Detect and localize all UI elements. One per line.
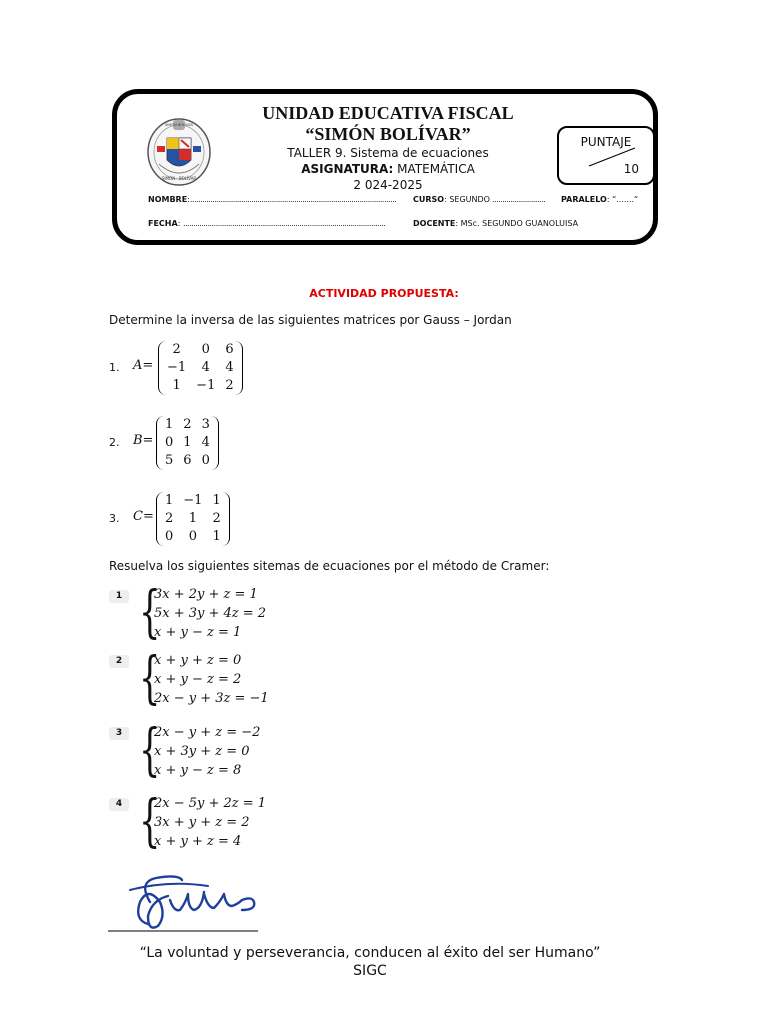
system-equation: 5x + 3y + 4z = 2 xyxy=(154,606,267,621)
system-brace: { xyxy=(139,646,161,711)
system-equation: 2x − y + z = −2 xyxy=(154,725,261,740)
matrix-cell: 0 xyxy=(165,435,174,450)
paralelo-value: “.......“ xyxy=(612,195,639,204)
matrix-cell: −1 xyxy=(183,493,203,508)
matrix-cell: 6 xyxy=(225,342,234,357)
matrix-c xyxy=(156,492,230,546)
matrix-label-b: B= xyxy=(133,433,154,448)
system-number-badge: 2 xyxy=(109,655,129,668)
matrix-cell: 0 xyxy=(188,529,197,544)
asignatura-value: MATEMÁTICA xyxy=(397,162,475,176)
school-name-line1: UNIDAD EDUCATIVA FISCAL xyxy=(262,103,514,123)
activity-title: ACTIVIDAD PROPUESTA: xyxy=(309,287,459,300)
system-brace: { xyxy=(139,718,161,783)
matrix-cell: 2 xyxy=(225,378,234,393)
puntaje-label: PUNTAJE xyxy=(580,135,632,149)
paralelo-label: PARALELO xyxy=(561,195,607,204)
asignatura-label: ASIGNATURA: xyxy=(301,162,394,176)
instruction-cramer: Resuelva los siguientes sitemas de ecuaciones por el método de Cramer: xyxy=(109,559,550,573)
matrix-cell: 0 xyxy=(201,342,210,357)
matrix-cell: 6 xyxy=(183,453,192,468)
docente-value: MSc. SEGUNDO GUANOLUISA xyxy=(460,219,579,228)
system-equation: x + y − z = 8 xyxy=(154,763,242,778)
matrix-label-a: A= xyxy=(133,358,154,373)
puntaje-value: 10 xyxy=(623,162,639,176)
fecha-label: FECHA xyxy=(148,219,178,228)
paralelo-field: PARALELO: “.......“ xyxy=(561,195,639,204)
system-equation: x + y + z = 4 xyxy=(154,834,242,849)
matrix-cell: 4 xyxy=(201,435,210,450)
matrix-cell: 2 xyxy=(183,417,192,432)
school-name-line2: “SIMÓN BOLÍVAR” xyxy=(305,124,471,144)
matrix-cell: 5 xyxy=(165,453,174,468)
system-equation: x + y − z = 2 xyxy=(154,672,242,687)
system-number-badge: 1 xyxy=(109,590,129,603)
matrix-cell: 4 xyxy=(225,360,234,375)
docente-label: DOCENTE xyxy=(413,219,456,228)
matrix-cell: 2 xyxy=(165,511,174,526)
curso-label: CURSO xyxy=(413,195,445,204)
system-equation: x + y − z = 1 xyxy=(154,625,242,640)
matrix-label-c: C= xyxy=(133,509,154,524)
matrix-cell: −1 xyxy=(196,378,216,393)
system-equation: x + y + z = 0 xyxy=(154,653,242,668)
system-brace: { xyxy=(139,580,161,645)
crest-motto-bottom: SIMÓN · BOLÍVAR xyxy=(161,176,197,181)
system-equation: 3x + 2y + z = 1 xyxy=(154,587,258,602)
instruction-gauss-jordan: Determine la inversa de las siguientes matrices por Gauss – Jordan xyxy=(109,313,512,327)
curso-field: CURSO: SEGUNDO .......................... xyxy=(413,195,546,204)
nombre-field: NOMBRE:..................................................................................................... xyxy=(148,195,397,204)
system-brace: { xyxy=(139,789,161,854)
matrix-number: 3. xyxy=(109,512,120,525)
school-year: 2 024-2025 xyxy=(353,178,423,192)
crest-motto-top: SIMÓN BOLÍVAR xyxy=(165,123,193,127)
matrix-cell: 3 xyxy=(201,417,210,432)
system-equation: 2x − y + 3z = −1 xyxy=(154,691,269,706)
curso-value: SEGUNDO xyxy=(449,195,490,204)
matrix-cell: 0 xyxy=(165,529,174,544)
matrix-cell: −1 xyxy=(167,360,187,375)
matrix-cell: 1 xyxy=(165,493,174,508)
teacher-signature xyxy=(108,872,268,936)
fecha-field: FECHA: ................................................................................................... xyxy=(148,219,386,228)
system-equation: 3x + y + z = 2 xyxy=(154,815,250,830)
matrix-a xyxy=(158,341,243,395)
system-number-badge: 3 xyxy=(109,727,129,740)
puntaje-box xyxy=(557,126,655,185)
footer-sigc: SIGC xyxy=(353,963,387,979)
matrix-b xyxy=(156,416,219,470)
system-number-badge: 4 xyxy=(109,798,129,811)
matrix-cell: 0 xyxy=(201,453,210,468)
docente-field: DOCENTE: MSc. SEGUNDO GUANOLUISA xyxy=(413,219,579,228)
matrix-cell: 1 xyxy=(212,493,221,508)
system-equation: 2x − 5y + 2z = 1 xyxy=(154,796,267,811)
matrix-cell: 1 xyxy=(172,378,181,393)
nombre-label: NOMBRE xyxy=(148,195,188,204)
school-crest-logo xyxy=(145,112,213,188)
matrix-cell: 1 xyxy=(188,511,197,526)
footer-quote: “La voluntad y perseverancia, conducen al éxito del ser Humano” xyxy=(139,945,601,961)
matrix-cell: 1 xyxy=(165,417,174,432)
system-equation: x + 3y + z = 0 xyxy=(154,744,250,759)
matrix-cell: 2 xyxy=(172,342,181,357)
matrix-cell: 4 xyxy=(201,360,210,375)
asignatura-line xyxy=(210,162,566,176)
matrix-cell: 1 xyxy=(212,529,221,544)
matrix-number: 1. xyxy=(109,361,120,374)
matrix-cell: 1 xyxy=(183,435,192,450)
matrix-number: 2. xyxy=(109,436,120,449)
taller-title: TALLER 9. Sistema de ecuaciones xyxy=(287,146,489,160)
matrix-cell: 2 xyxy=(212,511,221,526)
